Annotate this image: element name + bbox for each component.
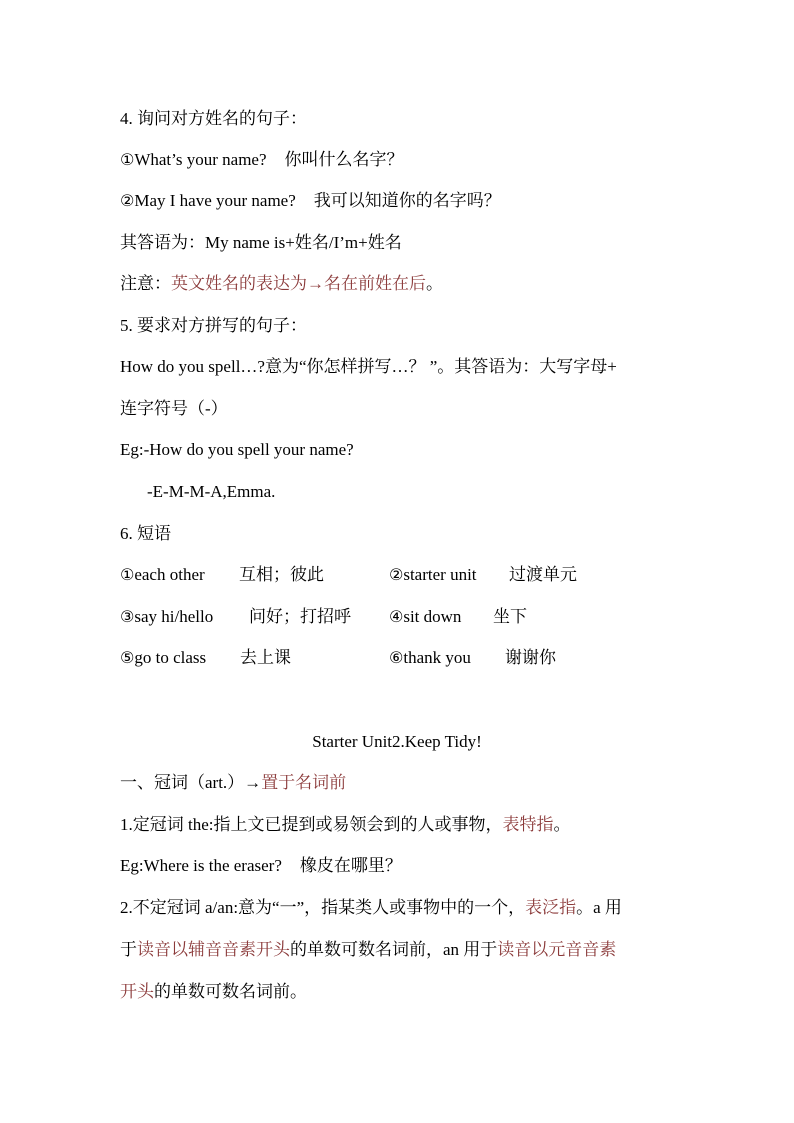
- answer-line: 其答语为：My name is+姓名/I’m+姓名: [120, 233, 402, 252]
- example-cn: 橡皮在哪里？: [299, 856, 402, 875]
- phrase-en: sit down: [403, 607, 462, 626]
- indefinite-article-line1: [120, 896, 622, 920]
- circled-number-2: ②: [120, 191, 135, 210]
- section5-example-answer: -E-M-M-A,Emma.: [147, 482, 276, 501]
- note-line: [120, 272, 443, 296]
- phrase-cn: 互相；彼此: [239, 565, 324, 584]
- indefinite-article-text: 2.不定冠词 a/an:意为“一”，指某类人或事物中的一个，: [120, 898, 526, 917]
- consonant-highlight: 读音以辅音音素开头: [137, 940, 290, 959]
- section6-heading: 6. 短语: [120, 524, 171, 543]
- definite-article-line: [120, 813, 571, 837]
- phrase-en: go to class: [134, 648, 207, 667]
- note-highlight: 英文姓名的表达为→名在前姓在后: [171, 274, 426, 293]
- phrase-cn: 坐下: [493, 607, 527, 626]
- circled-number: ④: [389, 607, 404, 626]
- article-heading-text: 一、冠词（art.）→: [120, 773, 262, 792]
- vowel-highlight-end: 开头: [120, 982, 154, 1001]
- phrase-cn: 去上课: [240, 648, 291, 667]
- sentence-2-cn: 我可以知道你的名字吗？: [313, 191, 501, 210]
- sentence-2-en: May I have your name?: [134, 191, 296, 210]
- section5-heading: 5. 要求对方拼写的句子：: [120, 316, 307, 335]
- line3-text: 的单数可数名词前。: [154, 982, 307, 1001]
- example-line: [120, 854, 402, 878]
- phrase-item: [389, 563, 477, 587]
- vowel-highlight: 读音以元音音素: [497, 940, 617, 959]
- section4-heading: 4. 询问对方姓名的句子：: [120, 109, 307, 128]
- phrase-en: each other: [134, 565, 205, 584]
- sentence-1: [120, 148, 404, 172]
- note-end: 。: [426, 274, 443, 293]
- indefinite-article-line2: [120, 938, 616, 962]
- phrase-item: [389, 646, 471, 670]
- circled-number: ③: [120, 607, 135, 626]
- definite-article-end: 。: [553, 815, 571, 834]
- section5-example: Eg:-How do you spell your name?: [120, 440, 354, 459]
- circled-number-1: ①: [120, 150, 135, 169]
- circled-number: ②: [389, 565, 404, 584]
- unit2-title: Starter Unit2.Keep Tidy!: [312, 732, 482, 751]
- definite-article-highlight: 表特指: [502, 815, 554, 834]
- phrase-cn: 过渡单元: [509, 565, 577, 584]
- indefinite-article-text-b: 。a 用: [576, 898, 622, 917]
- phrase-item: [120, 605, 213, 629]
- indefinite-article-highlight: 表泛指: [525, 898, 577, 917]
- article-heading-highlight: 置于名词前: [261, 773, 347, 792]
- phrase-cn: 谢谢你: [505, 648, 556, 667]
- definite-article-text: 1.定冠词 the:指上文已提到或易领会到的人或事物，: [120, 815, 503, 834]
- sentence-1-cn: 你叫什么名字？: [284, 150, 404, 169]
- circled-number: ⑥: [389, 648, 404, 667]
- sentence-2: [120, 189, 501, 213]
- section5-line1: How do you spell…?意为“你怎样拼写…？ ”。其答语为：大写字母+: [120, 357, 617, 376]
- phrase-en: starter unit: [403, 565, 477, 584]
- phrase-en: say hi/hello: [134, 607, 214, 626]
- example-en: Eg:Where is the eraser?: [120, 856, 282, 875]
- note-label: 注意：: [120, 274, 171, 293]
- phrase-en: thank you: [403, 648, 471, 667]
- sentence-1-en: What’s your name?: [134, 150, 267, 169]
- circled-number: ⑤: [120, 648, 135, 667]
- article-heading: [120, 771, 346, 795]
- phrase-item: [120, 563, 205, 587]
- indefinite-article-line3: [120, 980, 307, 1004]
- phrase-item: [120, 646, 206, 670]
- phrase-item: [389, 605, 461, 629]
- line2-text-a: 于: [120, 940, 137, 959]
- circled-number: ①: [120, 565, 135, 584]
- section5-line2: 连字符号（-）: [120, 399, 228, 418]
- line2-text-b: 的单数可数名词前，an 用于: [290, 940, 498, 959]
- phrase-cn: 问好；打招呼: [249, 607, 351, 626]
